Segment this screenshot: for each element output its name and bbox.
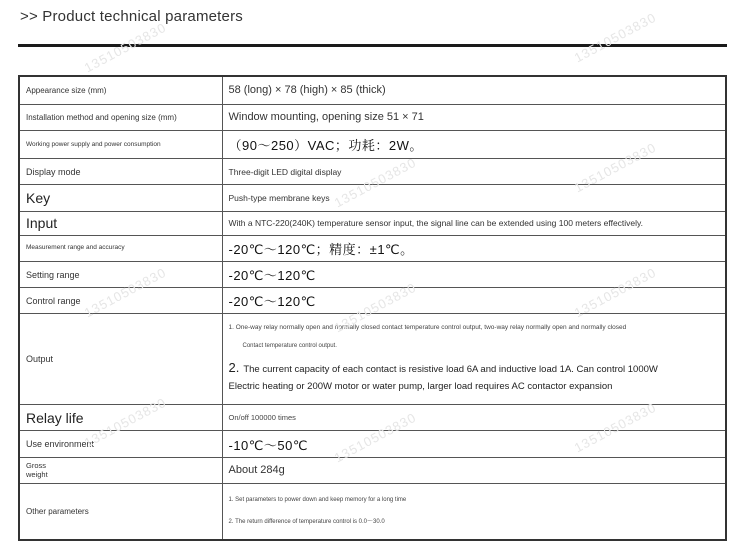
param-key: Gross weight — [19, 457, 222, 483]
param-value: Window mounting, opening size 51 × 71 — [222, 104, 726, 130]
param-value: With a NTC-220(240K) temperature sensor input, the signal line can be extended using 100 meters effectively. — [222, 211, 726, 235]
watermark: 13510503830 — [331, 409, 419, 466]
param-value: -10℃～50℃ — [222, 431, 726, 457]
watermark: 13510503830 — [571, 399, 659, 456]
watermark: 13510503830 — [571, 139, 659, 196]
param-key: Use environment — [19, 431, 222, 457]
param-key: Other parameters — [19, 483, 222, 540]
output-line-1: 1. One-way relay normally open and normally closed contact temperature control output, two-way relay normally open and normally closed — [228, 323, 627, 331]
param-key: Installation method and opening size (mm) — [19, 104, 222, 130]
param-value: 58 (long) × 78 (high) × 85 (thick) — [222, 76, 726, 104]
table-row — [19, 130, 726, 158]
param-key: Appearance size (mm) — [19, 76, 222, 104]
output-item-number: 2. — [228, 359, 240, 375]
param-value: -20℃～120℃ — [222, 262, 726, 288]
table-row — [19, 457, 726, 483]
param-value: About 284g — [222, 457, 726, 483]
watermark: 13510503830 — [81, 264, 169, 321]
output-line-2: Contact temperature control output. — [242, 342, 337, 349]
section-title: >> Product technical parameters — [20, 8, 243, 25]
table-row — [19, 483, 726, 540]
output-line-4: Electric heating or 200W motor or water pump, larger load requires AC contactor expansion — [228, 380, 613, 392]
param-key: Output — [19, 314, 222, 405]
other-line-1: 1. Set parameters to power down and keep memory for a long time — [228, 497, 407, 504]
param-value — [222, 314, 726, 405]
param-value: On/off 100000 times — [222, 405, 726, 431]
param-key: Display mode — [19, 159, 222, 185]
param-key: Working power supply and power consumption — [19, 130, 222, 158]
param-value: -20℃～120℃；精度：±1℃。 — [222, 235, 726, 261]
table-row — [19, 235, 726, 261]
param-key: Key — [19, 185, 222, 211]
param-key: Setting range — [19, 262, 222, 288]
param-key: Control range — [19, 288, 222, 314]
watermark: 13510503830 — [331, 279, 419, 336]
param-value: Push-type membrane keys — [222, 185, 726, 211]
output-line-3 — [229, 359, 720, 378]
watermark: 13510503830 — [331, 154, 419, 211]
output-line-3-text: The current capacity of each contact is resistive load 6A and inductive load 1A. Can control 1000W — [243, 363, 658, 375]
param-value: Three-digit LED digital display — [222, 159, 726, 185]
watermark: 13510503830 — [81, 19, 169, 76]
table-row — [19, 76, 726, 104]
param-key: Measurement range and accuracy — [19, 235, 222, 261]
watermark: 13510503830 — [571, 9, 659, 66]
param-value — [222, 483, 726, 540]
watermark: 13510503830 — [81, 394, 169, 451]
table-row — [19, 211, 726, 235]
param-key: Relay life — [19, 405, 222, 431]
table-row — [19, 104, 726, 130]
param-value: -20℃～120℃ — [222, 288, 726, 314]
param-value: （90～250）VAC；功耗：2W。 — [222, 130, 726, 158]
watermark: 13510503830 — [571, 264, 659, 321]
param-key: Input — [19, 211, 222, 235]
table-row — [19, 314, 726, 405]
other-line-2: 2. The return difference of temperature control is 0.0～30.0 — [228, 519, 385, 526]
